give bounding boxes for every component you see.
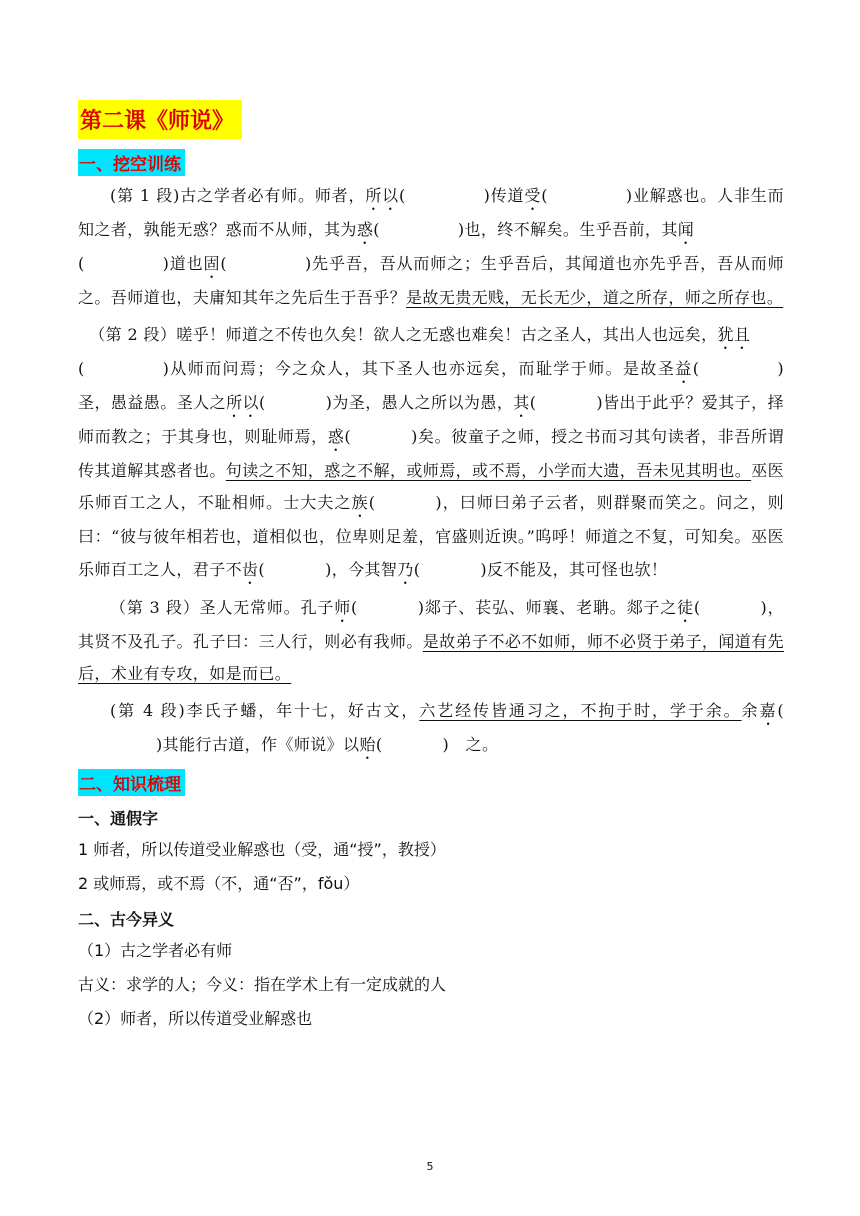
- dotted-word: 嘉: [759, 700, 778, 720]
- text: (: [258, 392, 266, 412]
- underlined-sentence: 是故无贵无贱，无长无少，道之所存，师之所存也。: [406, 288, 784, 307]
- dotted-word: 乃: [397, 559, 414, 579]
- text: )先乎吾，吾从而师之；生乎吾后，其闻道也亦先乎吾，吾从而师之。吾师道也，夫庸知其年之先后生于吾乎？: [78, 254, 785, 307]
- text: )道也: [162, 254, 204, 273]
- text: )为圣，愚人之所以为愚，: [325, 392, 514, 412]
- underlined-sentence: 是故弟子不必不如师，师不必贤于弟子，闻道有先后，术业有专攻，如是而已。: [78, 631, 784, 683]
- text: (: [529, 392, 537, 412]
- section-heading-knowledge: 二、知识梳理: [78, 769, 185, 796]
- text: 余: [741, 700, 760, 720]
- dotted-word: 师: [334, 597, 352, 617]
- dotted-word: 其: [513, 392, 530, 412]
- text: (: [220, 254, 228, 273]
- text: (: [375, 734, 383, 754]
- paragraph-2: [78, 319, 784, 588]
- dotted-word: 受: [524, 186, 542, 205]
- text: (: [351, 597, 358, 617]
- text: （第 3 段）圣人无常师。孔子: [110, 597, 335, 617]
- paragraph-1: [78, 180, 784, 315]
- text: (: [78, 254, 85, 273]
- dotted-word: 贻: [359, 734, 376, 754]
- dotted-word: 益: [675, 358, 693, 378]
- text: (第 4 段)李氏子蟠，年十七，好古文，: [110, 700, 420, 720]
- text: )也，终不解矣。生乎吾前，其: [457, 220, 678, 239]
- dotted-word: 族: [351, 493, 369, 512]
- text: (: [413, 559, 421, 579]
- gujin-item-2: （2）师者，所以传道受业解惑也: [78, 1008, 313, 1028]
- text: (: [258, 559, 266, 579]
- dotted-word: 惑: [327, 426, 345, 446]
- dotted-word: 所以: [365, 186, 399, 205]
- text: (: [399, 186, 406, 205]
- text: (第 1 段)古之学者必有师。师者，: [110, 186, 366, 205]
- text: (: [78, 358, 85, 378]
- dotted-word: 所以: [226, 392, 259, 412]
- dotted-word: 惑: [356, 220, 374, 239]
- paragraph-3: [78, 592, 784, 691]
- text: )矣。彼童子之师，授之书而习其句读者，非吾所谓传其道解其惑者也。: [78, 426, 784, 480]
- text: )，今其智: [325, 559, 398, 579]
- text: (: [373, 220, 380, 239]
- text: (: [693, 597, 701, 617]
- text: )从师而问焉；今之众人，其下圣人也亦远矣，而耻学于师。是故圣: [162, 358, 676, 378]
- text: 巫医乐师百工之人，不耻相师。士大夫之: [78, 460, 784, 512]
- text: )皆出于此乎？爱其子，择师而教之；于其身也，则耻师焉，: [78, 392, 784, 446]
- dotted-word: 犹且: [717, 324, 751, 344]
- section-heading-exercise: 一、挖空训练: [78, 149, 185, 176]
- text: (: [777, 700, 785, 720]
- text: (: [344, 426, 352, 446]
- text: )传道: [483, 186, 525, 205]
- underlined-sentence: 六艺经传皆通习之，不拘于时，学于余。: [419, 700, 742, 720]
- text: )反不能及，其可怪也欤！: [480, 559, 668, 579]
- gujin-item-1: （1）古之学者必有师: [78, 940, 233, 960]
- text: )郯子、苌弘、师襄、老聃。郯子之: [417, 597, 678, 617]
- tongjia-item-1: 1 师者，所以传道受业解惑也（受，通“授”，教授）: [78, 839, 446, 859]
- dotted-word: 闻: [677, 220, 695, 239]
- document-body: [78, 100, 784, 1042]
- subheading-tongjiazi: 一、通假字: [78, 808, 159, 828]
- text: )，其贤不及孔子。孔子曰：三人行，则必有我师。: [78, 597, 784, 651]
- text: )，曰师曰弟子云者，则群聚而笑之。问之，则曰：“彼与彼年相若也，道相似也，位卑则足羞，官盛则近谀。”呜呼！师道之不复，可知矣。巫医乐师百工之人，君子不: [78, 493, 784, 579]
- text: )业解惑也。人非生而知之者，孰能无惑？惑而不从师，其为: [78, 186, 784, 239]
- text: )圣，愚益愚。圣人之: [78, 358, 784, 412]
- dotted-word: 固: [203, 254, 221, 273]
- page-number: 5: [426, 1160, 434, 1173]
- text: (: [368, 493, 376, 512]
- gujin-item-1-explanation: 古义：求学的人；今义：指在学术上有一定成就的人: [78, 974, 447, 994]
- paragraph-4: [78, 695, 784, 763]
- text: ) 之。: [442, 734, 499, 754]
- tongjia-item-2: 2 或师焉，或不焉（不，通“否”，fǒu）: [78, 873, 360, 893]
- lesson-title: 第二课《师说》: [78, 100, 242, 139]
- underlined-sentence: 句读之不知，惑之不解，或师焉，或不焉，小学而大遗，吾未见其明也。: [225, 460, 752, 480]
- dotted-word: 徒: [677, 597, 694, 617]
- text: （第 2 段）嗟乎！师道之不传也久矣！欲人之无惑也难矣！古之圣人，其出人也远矣，: [89, 324, 718, 344]
- text: (: [541, 186, 548, 205]
- subheading-gujin: 二、古今异义: [78, 909, 175, 929]
- text: (: [692, 358, 700, 378]
- dotted-word: 齿: [242, 559, 259, 579]
- text: )其能行古道，作《师说》以: [156, 734, 360, 754]
